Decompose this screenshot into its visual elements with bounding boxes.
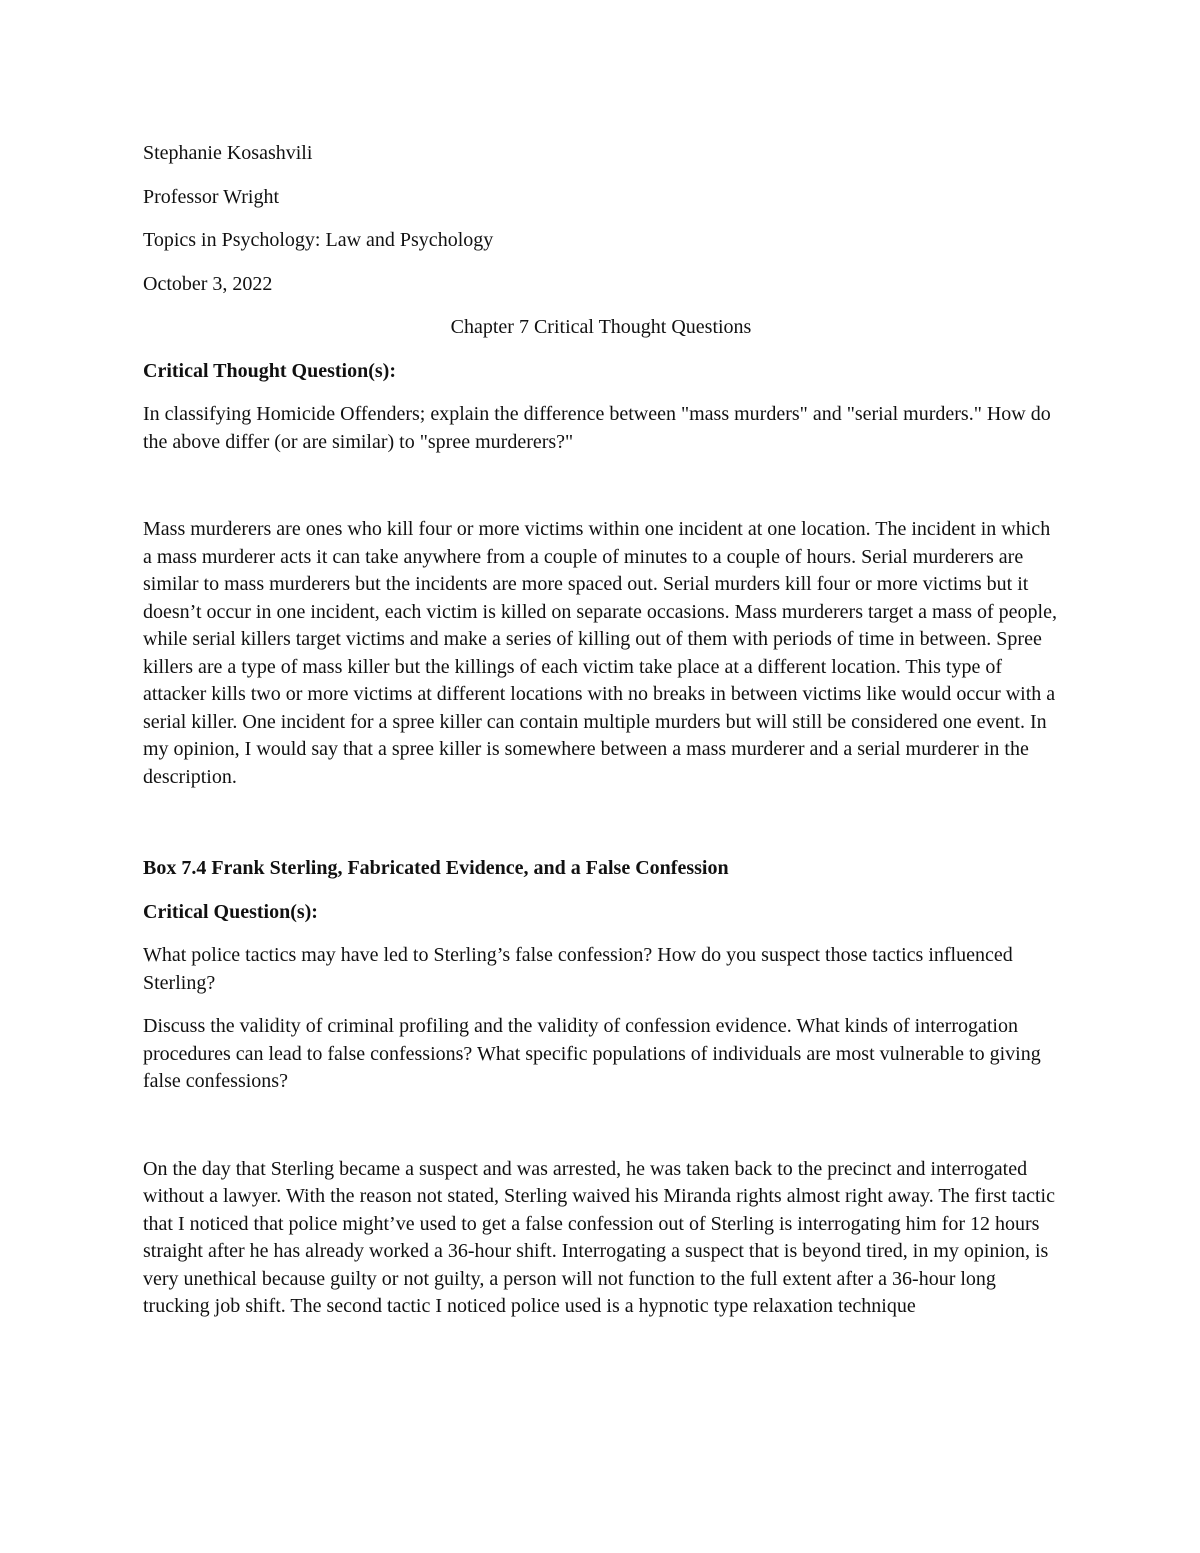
critical-question-heading: Critical Question(s): [143, 900, 318, 923]
spacer [143, 791, 1059, 855]
sterling-question-1: What police tactics may have led to Sterling’s false confession? How do you suspect those tactics influenced Sterling? [143, 944, 1013, 994]
professor-name: Professor Wright [143, 185, 280, 208]
sterling-answer: On the day that Sterling became a suspect and was arrested, he was taken back to the precinct and interrogated without a lawyer. With the reason not stated, Sterling waived his Miranda rights almost right away. The first tactic that I noticed that police might’ve used to get a false confession out of Sterling is interrogating him for 12 hours straight after he has already worked a 36-hour shift. Interrogating a suspect that is beyond tired, in my opinion, is very unethical because guilty or not guilty, a person will not function to the full extent after a 36-hour long trucking job shift. The second tactic I noticed police used is a hypnotic type relaxation technique [143, 1157, 1055, 1317]
homicide-answer: Mass murderers are ones who kill four or more victims within one incident at one location. The incident in which a mass murderer acts it can take anywhere from a couple of minutes to a couple of hours. Serial murderers are similar to mass murderers but the incidents are more spaced out. Serial murders kill four or more victims but it doesn’t occur in one incident, each victim is killed on separate occasions. Mass murderers target a mass of people, while serial killers target victims and make a series of killing out of them with periods of time in between. Spree killers are a type of mass killer but the killings of each victim take place at a different location. This type of attacker kills two or more victims at different locations with no breaks in between victims like would occur with a serial killer. One incident for a spree killer can contain multiple murders but will still be considered one event. In my opinion, I would say that a spree killer is somewhere between a mass murderer and a serial murderer in the description. [143, 518, 1057, 788]
homicide-question: In classifying Homicide Offenders; explain the difference between "mass murders" and "serial murders." How do the above differ (or are similar) to "spree murderers?" [143, 403, 1051, 453]
spacer [143, 472, 1059, 516]
spacer [143, 1112, 1059, 1156]
course-name: Topics in Psychology: Law and Psychology [143, 229, 494, 251]
critical-thought-heading: Critical Thought Question(s): [143, 359, 396, 382]
box-title: Box 7.4 Frank Sterling, Fabricated Evidence, and a False Confession [143, 857, 729, 879]
document-body [143, 140, 1059, 1321]
student-name: Stephanie Kosashvili [143, 142, 313, 164]
document-title: Chapter 7 Critical Thought Questions [450, 316, 752, 338]
document-date: October 3, 2022 [143, 272, 273, 295]
sterling-question-2: Discuss the validity of criminal profiling and the validity of confession evidence. What kinds of interrogation procedures can lead to false confessions? What specific populations of individuals are most vulnerable to giving false confessions? [143, 1015, 1041, 1092]
